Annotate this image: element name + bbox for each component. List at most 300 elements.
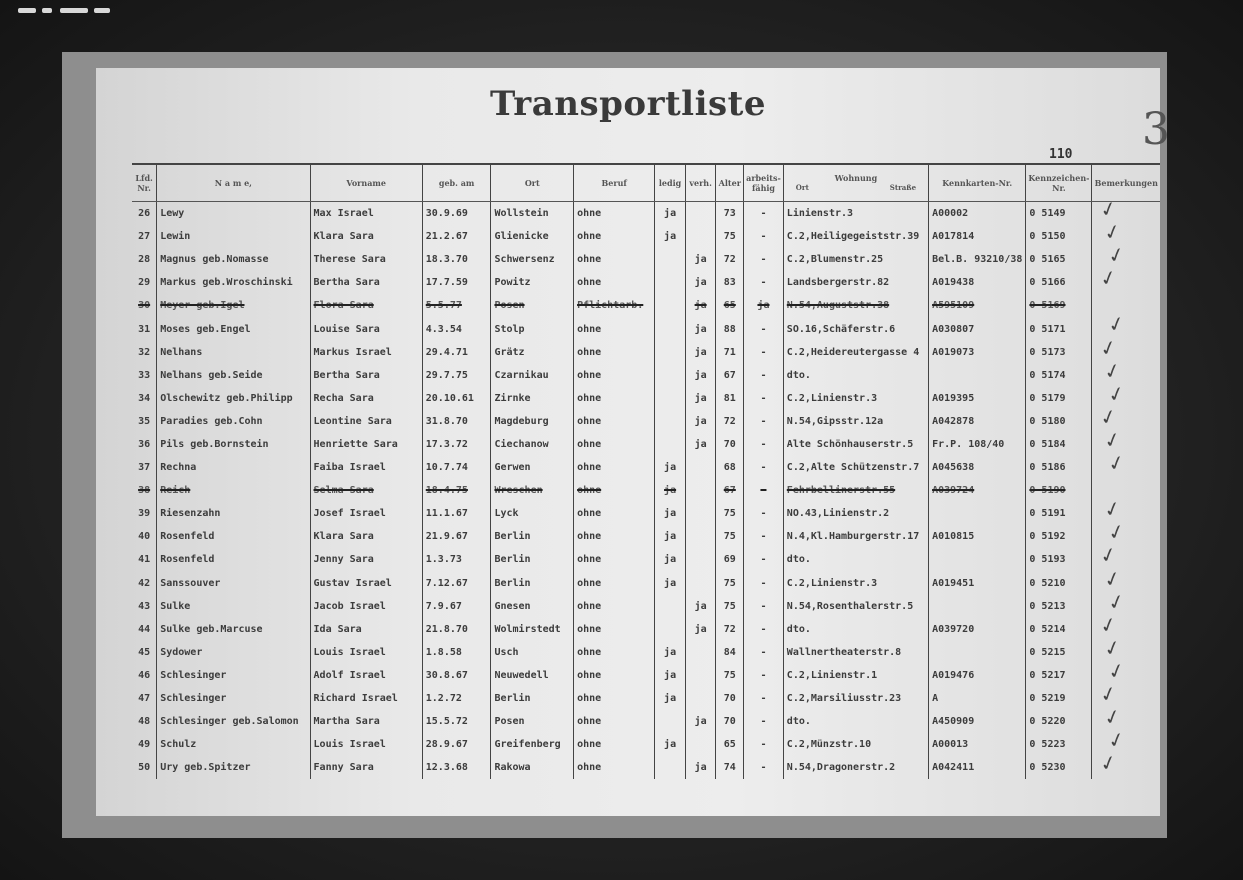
cell-alter: 75 (716, 525, 744, 548)
film-edge-mark (42, 8, 52, 13)
cell-nr: 44 (138, 623, 151, 635)
cell-name: Olschewitz geb.Philipp (157, 387, 310, 410)
cell-ort: Grätz (491, 341, 574, 364)
cell-geb: 7.9.67 (422, 595, 491, 618)
cell-fahig: - (744, 618, 784, 641)
column-header: Bemerkungen (1092, 164, 1160, 202)
cell-ort: Magdeburg (491, 410, 574, 433)
cell-name: Rosenfeld (157, 548, 310, 571)
cell-beruf: ohne (574, 364, 655, 387)
cell-alter: 72 (716, 410, 744, 433)
cell-fahig: - (744, 387, 784, 410)
table-row (132, 271, 1160, 294)
handwritten-check-icon: ✓ (1105, 449, 1128, 477)
column-header: Ort (491, 164, 574, 202)
cell-ort: Wollstein (491, 202, 574, 226)
cell-name: Riesenzahn (157, 502, 310, 525)
cell-nr: 32 (138, 346, 151, 358)
handwritten-check-icon: ✓ (1105, 518, 1128, 546)
cell-wohnung: Linienstr.3 (783, 202, 928, 226)
cell-kennkarte: A019451 (929, 572, 1026, 595)
cell-alter: 70 (716, 433, 744, 456)
cell-geb: 18.3.70 (422, 248, 491, 271)
table-row (132, 387, 1160, 410)
cell-name: Nelhans geb.Seide (157, 364, 310, 387)
handwritten-check-icon: ✓ (1097, 334, 1120, 362)
cell-geb: 7.12.67 (422, 572, 491, 595)
cell-beruf: ohne (574, 548, 655, 571)
cell-name: Moses geb.Engel (157, 317, 310, 340)
cell-fahig: - (744, 202, 784, 226)
cell-kennzeichen: 0 5191 (1026, 502, 1092, 525)
cell-fahig: - (744, 572, 784, 595)
cell-name: Rosenfeld (157, 525, 310, 548)
cell-ledig (655, 317, 686, 340)
handwritten-check-icon: ✓ (1101, 565, 1124, 593)
cell-ort: Powitz (491, 271, 574, 294)
handwritten-check-icon: ✓ (1101, 495, 1124, 523)
handwritten-check-icon: ✓ (1105, 657, 1128, 685)
table-row (132, 248, 1160, 271)
handwritten-check-icon: ✓ (1097, 611, 1120, 639)
cell-fahig: - (744, 756, 784, 779)
table-row (132, 317, 1160, 340)
cell-verh: ja (685, 433, 716, 456)
cell-vorname: Martha Sara (310, 710, 422, 733)
cell-wohnung: C.2,Linienstr.3 (783, 387, 928, 410)
cell-name: Sulke (157, 595, 310, 618)
cell-name: Reich (157, 479, 310, 502)
cell-kennkarte: Bel.B. 93210/38 (929, 248, 1026, 271)
cell-kennzeichen: 0 5215 (1026, 641, 1092, 664)
cell-verh (685, 641, 716, 664)
cell-kennkarte: A019438 (929, 271, 1026, 294)
cell-vorname: Bertha Sara (310, 364, 422, 387)
cell-verh: ja (685, 248, 716, 271)
cell-wohnung: SO.16,Schäferstr.6 (783, 317, 928, 340)
cell-ort: Wreschen (491, 479, 574, 502)
cell-kennzeichen: 0 5213 (1026, 595, 1092, 618)
cell-ledig (655, 364, 686, 387)
cell-nr: 50 (138, 762, 151, 774)
cell-kennkarte: A030807 (929, 317, 1026, 340)
cell-name: Ury geb.Spitzer (157, 756, 310, 779)
cell-beruf: ohne (574, 202, 655, 226)
cell-kennkarte: A595109 (929, 294, 1026, 317)
cell-nr: 47 (138, 693, 151, 705)
film-edge-mark (60, 8, 88, 13)
cell-ort: Berlin (491, 687, 574, 710)
cell-kennzeichen: 0 5220 (1026, 710, 1092, 733)
cell-vorname: Josef Israel (310, 502, 422, 525)
cell-geb: 15.5.72 (422, 710, 491, 733)
column-header: Wohnung (834, 173, 878, 183)
column-header: geb. am (422, 164, 491, 202)
cell-beruf: ohne (574, 456, 655, 479)
cell-name: Schlesinger geb.Salomon (157, 710, 310, 733)
cell-ledig (655, 756, 686, 779)
cell-kennkarte: A450909 (929, 710, 1026, 733)
cell-alter: 70 (716, 687, 744, 710)
handwritten-check-icon: ✓ (1105, 726, 1128, 754)
cell-vorname: Klara Sara (310, 525, 422, 548)
cell-name: Schulz (157, 733, 310, 756)
cell-beruf: ohne (574, 225, 655, 248)
cell-nr: 37 (138, 462, 151, 474)
cell-kennzeichen: 0 5165 (1026, 248, 1092, 271)
cell-wohnung: C.2,Linienstr.1 (783, 664, 928, 687)
cell-ort: Usch (491, 641, 574, 664)
cell-geb: 28.9.67 (422, 733, 491, 756)
cell-nr: 48 (138, 716, 151, 728)
table-header-row (132, 164, 1160, 202)
cell-kennkarte: A039720 (929, 618, 1026, 641)
cell-fahig: - (744, 595, 784, 618)
cell-vorname: Gustav Israel (310, 572, 422, 595)
cell-name: Nelhans (157, 341, 310, 364)
cell-alter: 75 (716, 225, 744, 248)
cell-kennkarte: A017814 (929, 225, 1026, 248)
cell-alter: 74 (716, 756, 744, 779)
cell-wohnung: C.2,Münzstr.10 (783, 733, 928, 756)
cell-name: Magnus geb.Nomasse (157, 248, 310, 271)
cell-ort: Czarnikau (491, 364, 574, 387)
cell-vorname: Jacob Israel (310, 595, 422, 618)
cell-vorname: Richard Israel (310, 687, 422, 710)
cell-kennzeichen: 0 5193 (1026, 548, 1092, 571)
handwritten-check-icon: ✓ (1101, 426, 1124, 454)
cell-vorname: Ida Sara (310, 618, 422, 641)
page-number: 3 (1142, 104, 1170, 155)
cell-beruf: ohne (574, 710, 655, 733)
cell-verh (685, 456, 716, 479)
cell-beruf: ohne (574, 271, 655, 294)
cell-ledig (655, 271, 686, 294)
cell-verh: ja (685, 387, 716, 410)
column-header: arbeits-fähig (744, 164, 784, 202)
cell-alter: 83 (716, 271, 744, 294)
cell-ledig: ja (655, 733, 686, 756)
cell-alter: 65 (716, 294, 744, 317)
cell-beruf: ohne (574, 618, 655, 641)
cell-geb: 21.9.67 (422, 525, 491, 548)
cell-beruf: Pflichtarb. (574, 294, 655, 317)
handwritten-check-icon: ✓ (1097, 541, 1120, 569)
cell-kennkarte: A019476 (929, 664, 1026, 687)
cell-geb: 10.7.74 (422, 456, 491, 479)
cell-verh: ja (685, 364, 716, 387)
cell-fahig: - (744, 317, 784, 340)
cell-ort: Gerwen (491, 456, 574, 479)
cell-kennzeichen: 0 5184 (1026, 433, 1092, 456)
cell-nr: 41 (138, 554, 151, 566)
cell-kennzeichen: 0 5219 (1026, 687, 1092, 710)
column-header: Alter (716, 164, 744, 202)
cell-kennzeichen: 0 5166 (1026, 271, 1092, 294)
table-row (132, 294, 1160, 317)
cell-geb: 21.8.70 (422, 618, 491, 641)
cell-vorname: Bertha Sara (310, 271, 422, 294)
column-header: Beruf (574, 164, 655, 202)
cell-kennzeichen: 0 5217 (1026, 664, 1092, 687)
cell-nr: 43 (138, 600, 151, 612)
cell-kennzeichen: 0 5223 (1026, 733, 1092, 756)
cell-wohnung: N.54,Gipsstr.12a (783, 410, 928, 433)
cell-ledig: ja (655, 525, 686, 548)
cell-kennkarte (929, 595, 1026, 618)
cell-wohnung: dto. (783, 548, 928, 571)
cell-nr: 31 (138, 323, 151, 335)
cell-nr: 38 (138, 485, 151, 497)
cell-wohnung: dto. (783, 364, 928, 387)
cell-kennzeichen: 0 5192 (1026, 525, 1092, 548)
handwritten-check-icon: ✓ (1105, 310, 1128, 338)
column-header: Kennkarten-Nr. (929, 164, 1026, 202)
cell-ledig: ja (655, 664, 686, 687)
handwritten-check-icon: ✓ (1097, 195, 1120, 223)
handwritten-check-icon: ✓ (1101, 703, 1124, 731)
cell-alter: 72 (716, 248, 744, 271)
cell-kennkarte: Fr.P. 108/40 (929, 433, 1026, 456)
cell-wohnung: C.2,Alte Schützenstr.7 (783, 456, 928, 479)
cell-fahig: - (744, 664, 784, 687)
cell-ort: Greifenberg (491, 733, 574, 756)
cell-ledig (655, 387, 686, 410)
cell-geb: 5.5.77 (422, 294, 491, 317)
cell-alter: 65 (716, 733, 744, 756)
film-edge-mark (94, 8, 110, 13)
cell-alter: 88 (716, 317, 744, 340)
cell-ort: Berlin (491, 572, 574, 595)
cell-verh: ja (685, 410, 716, 433)
cell-wohnung: Fehrbellinerstr.55 (783, 479, 928, 502)
cell-ledig: ja (655, 548, 686, 571)
cell-ledig: ja (655, 456, 686, 479)
cell-ledig (655, 710, 686, 733)
cell-ledig: ja (655, 479, 686, 502)
cell-nr: 30 (138, 300, 151, 312)
cell-fahig: - (744, 225, 784, 248)
cell-alter: 75 (716, 664, 744, 687)
cell-fahig: - (744, 548, 784, 571)
cell-alter: 73 (716, 202, 744, 226)
cell-geb: 1.3.73 (422, 548, 491, 571)
cell-wohnung: C.2,Marsiliusstr.23 (783, 687, 928, 710)
cell-ledig: ja (655, 572, 686, 595)
cell-vorname: Jenny Sara (310, 548, 422, 571)
cell-kennkarte (929, 364, 1026, 387)
table-row (132, 479, 1160, 502)
handwritten-check-icon: ✓ (1101, 357, 1124, 385)
cell-vorname: Louis Israel (310, 733, 422, 756)
cell-beruf: ohne (574, 341, 655, 364)
table-row (132, 733, 1160, 756)
cell-name: Sanssouver (157, 572, 310, 595)
cell-fahig: - (744, 410, 784, 433)
cell-ort: Berlin (491, 548, 574, 571)
cell-fahig: - (744, 687, 784, 710)
cell-name: Schlesinger (157, 664, 310, 687)
cell-beruf: ohne (574, 479, 655, 502)
cell-kennzeichen: 0 5149 (1026, 202, 1092, 226)
cell-verh (685, 479, 716, 502)
cell-geb: 17.3.72 (422, 433, 491, 456)
cell-alter: 72 (716, 618, 744, 641)
cell-fahig: - (744, 433, 784, 456)
cell-verh: ja (685, 595, 716, 618)
cell-name: Rechna (157, 456, 310, 479)
cell-ort: Posen (491, 710, 574, 733)
cell-kennzeichen: 0 5150 (1026, 225, 1092, 248)
handwritten-check-icon: ✓ (1097, 264, 1120, 292)
table-row (132, 433, 1160, 456)
cell-beruf: ohne (574, 525, 655, 548)
cell-kennkarte: A039724 (929, 479, 1026, 502)
cell-nr: 42 (138, 577, 151, 589)
cell-kennzeichen: 0 5210 (1026, 572, 1092, 595)
cell-ort: Schwersenz (491, 248, 574, 271)
cell-beruf: ohne (574, 687, 655, 710)
cell-ort: Posen (491, 294, 574, 317)
cell-kennkarte (929, 641, 1026, 664)
cell-alter: 75 (716, 572, 744, 595)
cell-verh: ja (685, 756, 716, 779)
cell-alter: 81 (716, 387, 744, 410)
cell-verh (685, 502, 716, 525)
cell-kennkarte: A045638 (929, 456, 1026, 479)
cell-fahig: - (744, 364, 784, 387)
cell-geb: 30.9.69 (422, 202, 491, 226)
cell-verh (685, 225, 716, 248)
column-subheader: Ort (795, 183, 809, 192)
cell-name: Sydower (157, 641, 310, 664)
cell-geb: 30.8.67 (422, 664, 491, 687)
cell-beruf: ohne (574, 641, 655, 664)
cell-beruf: ohne (574, 502, 655, 525)
cell-ledig: ja (655, 502, 686, 525)
cell-verh: ja (685, 710, 716, 733)
column-header: Vorname (310, 164, 422, 202)
cell-geb: 12.3.68 (422, 756, 491, 779)
cell-nr: 49 (138, 739, 151, 751)
cell-kennkarte: A019395 (929, 387, 1026, 410)
cell-geb: 18.4.75 (422, 479, 491, 502)
cell-kennzeichen: 0 5179 (1026, 387, 1092, 410)
cell-wohnung: N.54,Dragonerstr.2 (783, 756, 928, 779)
cell-vorname: Recha Sara (310, 387, 422, 410)
cell-verh: ja (685, 341, 716, 364)
cell-kennkarte: A042411 (929, 756, 1026, 779)
sheet-number: 110 (1049, 147, 1073, 162)
handwritten-check-icon: ✓ (1101, 634, 1124, 662)
cell-kennkarte: A042878 (929, 410, 1026, 433)
cell-nr: 33 (138, 369, 151, 381)
cell-kennzeichen: 0 5173 (1026, 341, 1092, 364)
transport-table (132, 163, 1160, 779)
cell-geb: 20.10.61 (422, 387, 491, 410)
cell-beruf: ohne (574, 572, 655, 595)
cell-kennzeichen: 0 5214 (1026, 618, 1092, 641)
document-sheet (96, 68, 1170, 816)
cell-geb: 21.2.67 (422, 225, 491, 248)
cell-beruf: ohne (574, 733, 655, 756)
cell-nr: 34 (138, 392, 151, 404)
cell-nr: 46 (138, 669, 151, 681)
cell-ort: Glienicke (491, 225, 574, 248)
cell-alter: 75 (716, 595, 744, 618)
cell-kennkarte: A019073 (929, 341, 1026, 364)
cell-name: Lewin (157, 225, 310, 248)
cell-wohnung: N.54,Rosenthalerstr.5 (783, 595, 928, 618)
cell-beruf: ohne (574, 756, 655, 779)
cell-geb: 1.2.72 (422, 687, 491, 710)
cell-nr: 39 (138, 508, 151, 520)
cell-ledig (655, 618, 686, 641)
handwritten-check-icon: ✓ (1101, 218, 1124, 246)
cell-vorname: Markus Israel (310, 341, 422, 364)
cell-nr: 36 (138, 438, 151, 450)
cell-nr: 27 (138, 231, 151, 243)
cell-ledig (655, 410, 686, 433)
handwritten-check-icon: ✓ (1097, 749, 1120, 777)
cell-verh (685, 572, 716, 595)
column-header: ledig (655, 164, 686, 202)
table-row (132, 687, 1160, 710)
table-row (132, 225, 1160, 248)
cell-wohnung: Landsbergerstr.82 (783, 271, 928, 294)
table-row (132, 502, 1160, 525)
cell-beruf: ohne (574, 433, 655, 456)
cell-kennzeichen: 0 5190 (1026, 479, 1092, 502)
table-row (132, 756, 1160, 779)
cell-wohnung: dto. (783, 618, 928, 641)
cell-alter: 67 (716, 479, 744, 502)
cell-ledig (655, 341, 686, 364)
table-row (132, 410, 1160, 433)
cell-kennkarte (929, 502, 1026, 525)
cell-verh (685, 664, 716, 687)
cell-vorname: Selma Sara (310, 479, 422, 502)
cell-wohnung: Wallnertheaterstr.8 (783, 641, 928, 664)
column-header-wohnung (783, 164, 928, 202)
cell-ledig: ja (655, 641, 686, 664)
cell-ledig (655, 248, 686, 271)
table-row (132, 618, 1160, 641)
table-row (132, 202, 1160, 226)
handwritten-check-icon: ✓ (1097, 680, 1120, 708)
cell-kennzeichen: 0 5230 (1026, 756, 1092, 779)
cell-nr: 28 (138, 254, 151, 266)
cell-alter: 70 (716, 710, 744, 733)
cell-geb: 1.8.58 (422, 641, 491, 664)
cell-nr: 45 (138, 646, 151, 658)
cell-wohnung: C.2,Heiligegeiststr.39 (783, 225, 928, 248)
table-row (132, 364, 1160, 387)
cell-fahig: - (744, 525, 784, 548)
cell-wohnung: N.54,Auguststr.38 (783, 294, 928, 317)
cell-ledig: ja (655, 687, 686, 710)
table-row (132, 548, 1160, 571)
cell-nr: 35 (138, 415, 151, 427)
table-row (132, 572, 1160, 595)
cell-geb: 11.1.67 (422, 502, 491, 525)
cell-beruf: ohne (574, 664, 655, 687)
table-row (132, 664, 1160, 687)
cell-kennkarte: A (929, 687, 1026, 710)
cell-kennzeichen: 0 5171 (1026, 317, 1092, 340)
cell-kennkarte: A00013 (929, 733, 1026, 756)
handwritten-check-icon: ✓ (1105, 588, 1128, 616)
